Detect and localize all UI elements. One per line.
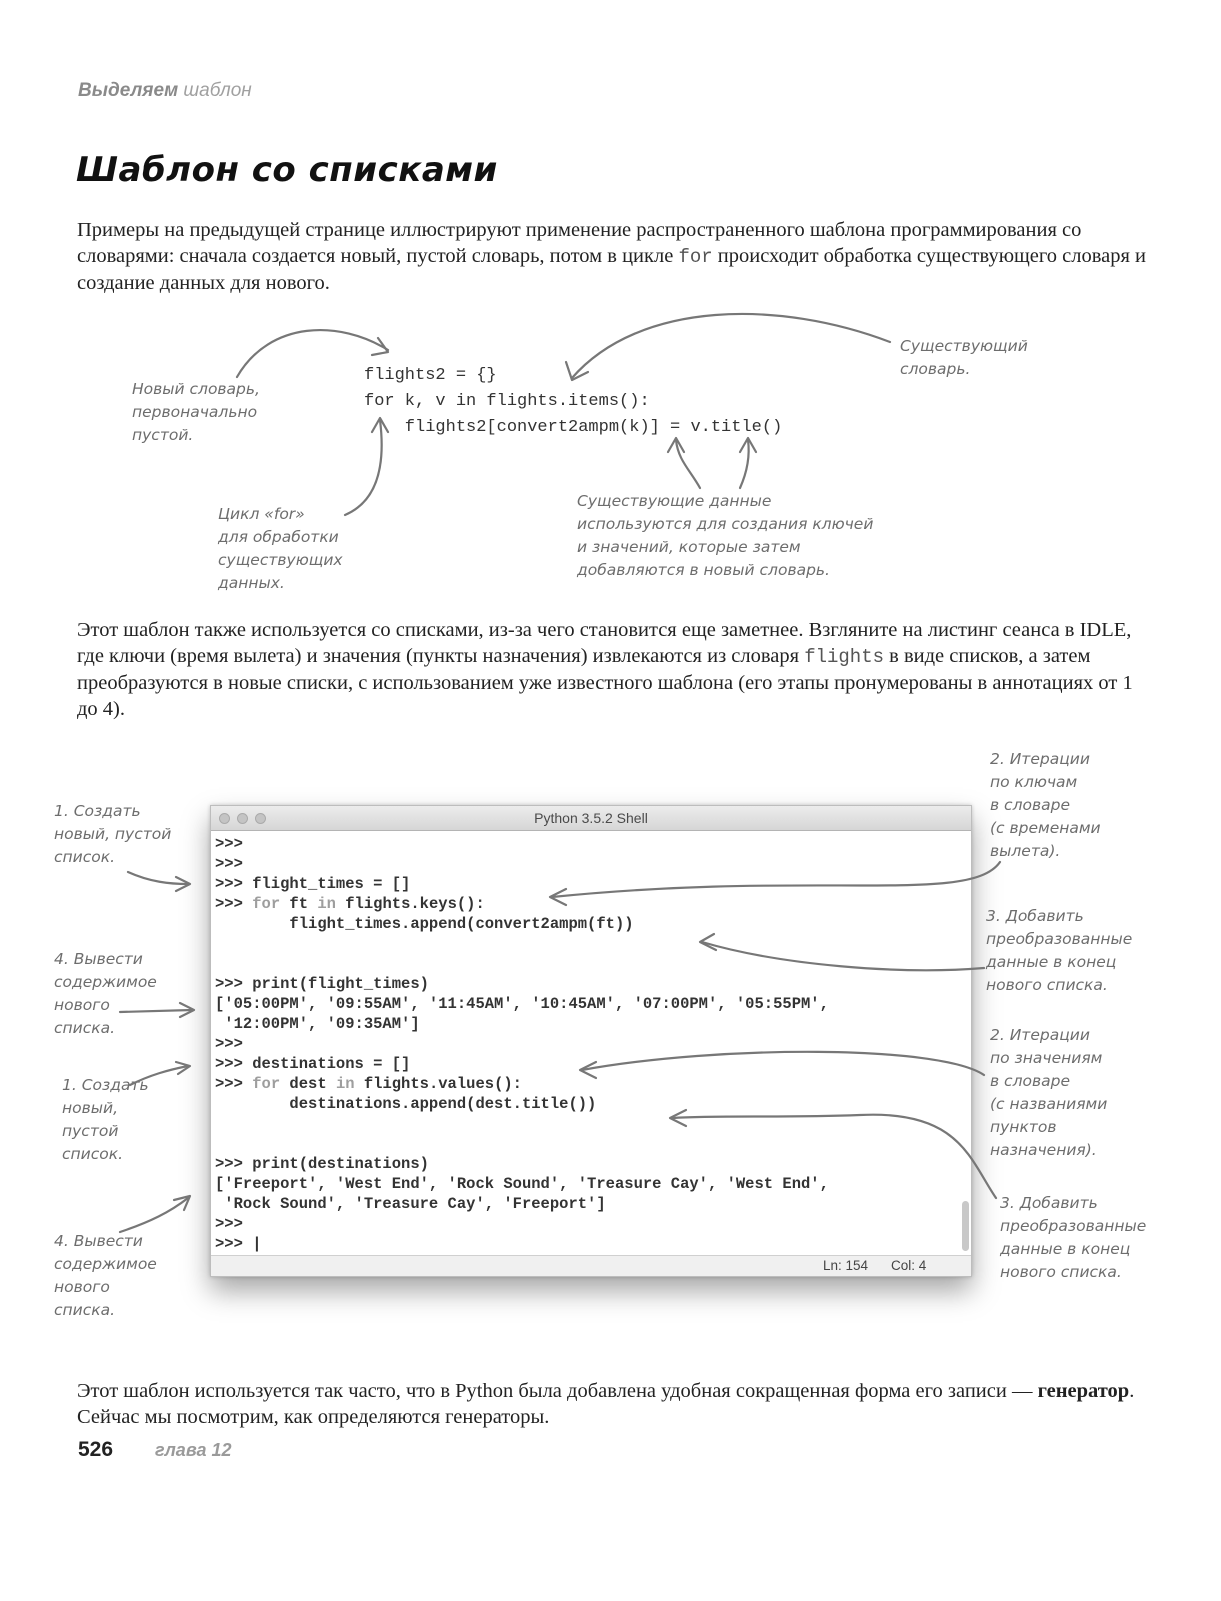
shell-line: destinations.append(dest.title())	[215, 1095, 597, 1113]
outro-text-before: Этот шаблон используется так часто, что в Python была добавлена удобная сокращенная форма его записи —	[77, 1380, 1038, 1402]
shell-line: >>> print(flight_times)	[215, 975, 429, 993]
note-new-dict: Новый словарь, первоначально пустой.	[132, 380, 260, 444]
shell-line: >>> |	[215, 1235, 262, 1253]
status-line-number: Ln: 154	[823, 1258, 869, 1273]
note-append-keys: 3. Добавить преобразованные данные в конец нового списка.	[986, 907, 1133, 994]
note-for-loop: Цикл «for» для обработки существующих данных.	[218, 505, 343, 592]
intro-text-before: Примеры на предыдущей странице иллюстрируют применение распространенного шаблона программирования со словарями: сначала создается новый, пустой словарь, потом в цикле	[77, 219, 1082, 267]
shell-line: >>> for dest in flights.values():	[215, 1075, 522, 1093]
shell-line: >>> flight_times = []	[215, 875, 411, 893]
arrow-print-list-2	[120, 1198, 188, 1232]
arrow-iterate-values	[582, 1052, 984, 1075]
arrow-append-values	[672, 1115, 996, 1198]
arrow-iterate-keys	[552, 862, 1000, 897]
shell-line: flight_times.append(convert2ampm(ft))	[215, 915, 634, 933]
arrow-head	[700, 934, 716, 950]
para2-text-before: Этот шаблон также используется со списками, из-за чего становится еще заметнее. Взгляните на листинг сеанса в IDLE, где ключи (время вылета) и значения (пункты назначения) извлекаются из словаря	[77, 619, 1132, 667]
para2-code: flights	[804, 646, 885, 668]
status-column-number: Col: 4	[891, 1258, 927, 1273]
outro-text-after: . Сейчас мы посмотрим, как определяются генераторы.	[77, 1380, 1135, 1428]
arrow-key-data	[676, 440, 700, 488]
note-existing-data: Существующие данные используются для создания ключей и значений, которые затем добавляются в новый словарь.	[577, 492, 874, 579]
arrow-append-keys	[702, 942, 984, 970]
shell-line: >>> for ft in flights.keys():	[215, 895, 485, 913]
arrow-create-list-2	[130, 1066, 188, 1085]
shell-line: >>> destinations = []	[215, 1055, 411, 1073]
shell-line: 'Rock Sound', 'Treasure Cay', 'Freeport']	[215, 1195, 606, 1213]
arrow-value-data	[740, 440, 749, 488]
intro-code: for	[678, 246, 713, 268]
code-line: flights2[convert2ampm(k)] = v.title()	[364, 418, 783, 437]
shell-line: ['Freeport', 'West End', 'Rock Sound', 'Treasure Cay', 'West End',	[215, 1175, 829, 1193]
para2-text-after: в виде списков, а затем преобразуются в новые списки, с использованием уже известного шаблона (его этапы пронумерованы в аннотациях от 1 до 4).	[77, 645, 1133, 720]
code-line: flights2 = {}	[364, 366, 497, 385]
note-create-list-2: 1. Создать новый, пустой список.	[62, 1076, 149, 1163]
note-iterate-keys: 2. Итерации по ключам в словаре (с временами вылета).	[990, 750, 1101, 860]
note-print-list-2: 4. Вывести содержимое нового списка.	[54, 1232, 157, 1319]
window-title: Python 3.5.2 Shell	[534, 810, 648, 826]
page-number: 526	[78, 1438, 114, 1461]
outro-paragraph	[77, 1378, 1157, 1430]
shell-line: >>>	[215, 1035, 243, 1053]
page-title: Шаблон со списками	[76, 150, 498, 190]
arrow-print-list-1	[120, 1010, 192, 1012]
shell-line: >>>	[215, 855, 243, 873]
running-head-light: шаблон	[183, 80, 252, 101]
arrow-new-dict	[237, 330, 388, 377]
code-line: for k, v in flights.items():	[364, 392, 650, 411]
shell-line: '12:00PM', '09:35AM']	[215, 1015, 420, 1033]
note-print-list-1: 4. Вывести содержимое нового списка.	[54, 950, 157, 1037]
note-iterate-values: 2. Итерации по значениям в словаре (с названиями пунктов назначения).	[990, 1026, 1108, 1159]
shell-line: ['05:00PM', '09:55AM', '11:45AM', '10:45AM', '07:00PM', '05:55PM',	[215, 995, 829, 1013]
arrow-existing-dict	[572, 314, 890, 378]
intro-text-after: происходит обработка существующего словаря и создание данных для нового.	[77, 245, 1147, 294]
chapter-label: глава 12	[155, 1440, 232, 1460]
note-existing-dict: Существующий словарь.	[900, 337, 1028, 378]
outro-bold-term: генератор	[1037, 1380, 1130, 1402]
note-append-values: 3. Добавить преобразованные данные в конец нового списка.	[1000, 1194, 1147, 1281]
shell-line: >>> print(destinations)	[215, 1155, 429, 1173]
shell-line: >>>	[215, 1215, 243, 1233]
shell-line: >>>	[215, 835, 243, 853]
arrow-for-loop	[345, 420, 382, 515]
note-create-list-1: 1. Создать новый, пустой список.	[54, 802, 172, 866]
running-head-bold: Выделяем	[78, 80, 179, 101]
